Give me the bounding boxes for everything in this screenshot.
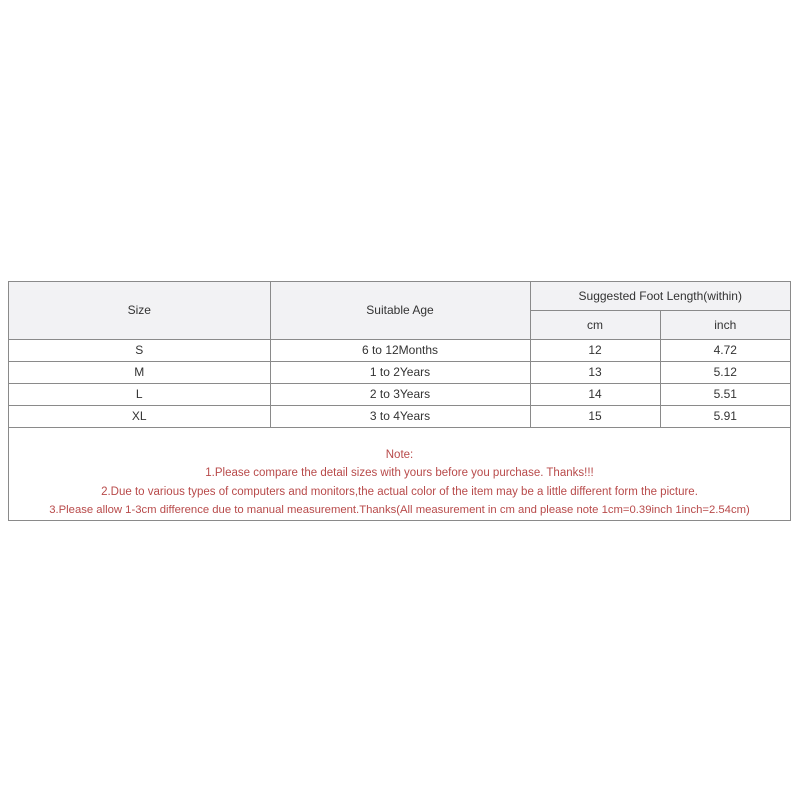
table-row	[9, 339, 790, 361]
cell-age: 1 to 2Years	[270, 361, 530, 383]
cell-age: 3 to 4Years	[270, 405, 530, 427]
header-row	[9, 282, 790, 311]
cell-size: L	[9, 383, 270, 405]
cell-size: XL	[9, 405, 270, 427]
cell-inch: 5.91	[660, 405, 790, 427]
header-foot-length: Suggested Foot Length(within)	[530, 282, 790, 311]
size-chart	[8, 281, 791, 521]
note-line-3: 3.Please allow 1-3cm difference due to manual measurement.Thanks(All measurement in cm and please note 1cm=0.39inch 1inch=2.54cm)	[49, 504, 750, 516]
cell-cm: 13	[530, 361, 660, 383]
note-line-1: 1.Please compare the detail sizes with yours before you purchase. Thanks!!!	[205, 467, 594, 479]
cell-age: 2 to 3Years	[270, 383, 530, 405]
cell-inch: 5.51	[660, 383, 790, 405]
table-row	[9, 383, 790, 405]
cell-size: M	[9, 361, 270, 383]
cell-cm: 15	[530, 405, 660, 427]
cell-inch: 5.12	[660, 361, 790, 383]
header-cm: cm	[530, 311, 660, 340]
cell-size: S	[9, 339, 270, 361]
cell-inch: 4.72	[660, 339, 790, 361]
cell-cm: 14	[530, 383, 660, 405]
note-title: Note:	[385, 448, 414, 461]
header-suitable-age: Suitable Age	[270, 282, 530, 339]
cell-age: 6 to 12Months	[270, 339, 530, 361]
notes-section	[9, 428, 790, 520]
table-row	[9, 361, 790, 383]
header-size: Size	[9, 282, 270, 339]
note-line-2: 2.Due to various types of computers and monitors,the actual color of the item may be a little different form the picture.	[101, 485, 698, 498]
size-table	[9, 282, 790, 428]
table-row	[9, 405, 790, 427]
cell-cm: 12	[530, 339, 660, 361]
header-inch: inch	[660, 311, 790, 340]
